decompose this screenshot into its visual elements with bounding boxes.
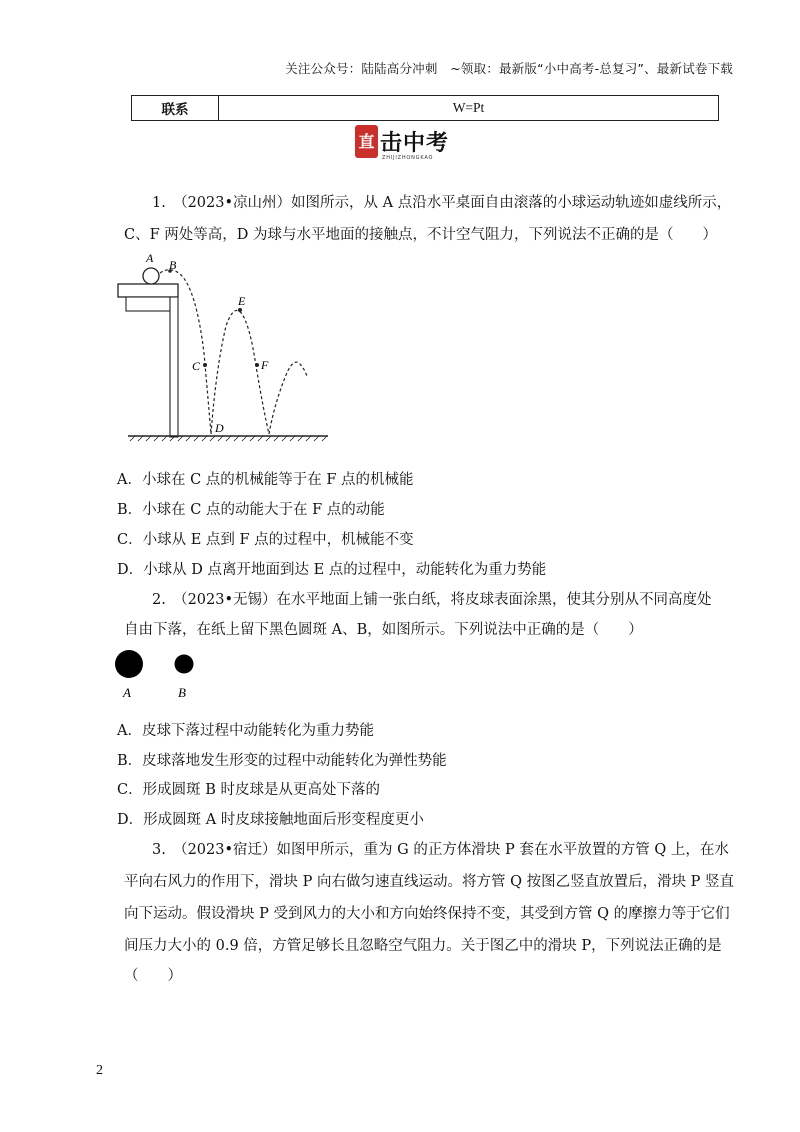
spot-b: [175, 655, 194, 674]
q1-option-c: C．小球从 E 点到 F 点的过程中，机械能不变: [117, 532, 414, 548]
brand-logo: [355, 123, 450, 165]
trajectory-bounce2: [269, 362, 307, 434]
q1-option-a: A．小球在 C 点的机械能等于在 F 点的机械能: [117, 472, 414, 488]
spot-a: [115, 650, 143, 678]
q2-stem-line2: 自由下落，在纸上留下黑色圆斑 A、B，如图所示。下列说法中正确的是（ ）: [124, 622, 643, 638]
q3-line5: （ ）: [124, 968, 182, 984]
label-d: D: [215, 421, 224, 435]
q2-option-d: D．形成圆斑 A 时皮球接触地面后形变程度更小: [117, 812, 424, 828]
q3-line3: 向下运动。假设滑块 P 受到风力的大小和方向始终保持不变，其受到方管 Q 的摩擦力等于它们: [124, 906, 730, 922]
q2-stem-line1: 2. （2023•无锡）在水平地面上铺一张白纸，将皮球表面涂黑，使其分别从不同高度处: [152, 592, 712, 608]
q3-line4: 间压力大小的 0.9 倍，方管足够长且忽略空气阻力。关于图乙中的滑块 P，下列说法正确的是: [124, 938, 722, 954]
ground-hatching: [130, 436, 327, 441]
table-leg: [170, 297, 178, 437]
label-b: B: [169, 258, 177, 272]
relation-table: [131, 95, 719, 121]
spot-a-label: A: [123, 685, 131, 700]
page-header: 关注公众号：陆陆高分冲刺 ~领取：最新版“小中高考-总复习”、最新试卷下载: [285, 61, 733, 76]
ball: [143, 268, 159, 284]
q2-option-a: A．皮球下落过程中动能转化为重力势能: [117, 723, 374, 739]
q2-option-c: C．形成圆斑 B 时皮球是从更高处下落的: [117, 782, 380, 798]
page-number: 2: [96, 1063, 103, 1078]
point-f: [255, 363, 259, 367]
relation-value: W=Pt: [219, 96, 719, 121]
q1-stem-line1: 1. （2023•凉山州）如图所示，从 A 点沿水平桌面自由滚落的小球运动轨迹如虚线所示，: [152, 195, 732, 211]
label-a: A: [146, 251, 154, 265]
q2-option-b: B．皮球落地发生形变的过程中动能转化为弹性势能: [117, 753, 447, 769]
label-f: F: [261, 358, 269, 372]
relation-key: 联系: [132, 96, 219, 121]
trajectory-bounce1: [211, 310, 269, 434]
point-e: [238, 308, 242, 312]
q1-stem-line2: C、F 两处等高，D 为球与水平地面的接触点，不计空气阻力，下列说法不正确的是（ ）: [124, 227, 717, 243]
spot-b-label: B: [178, 685, 186, 700]
q1-option-d: D．小球从 D 点离开地面到达 E 点的过程中，动能转化为重力势能: [117, 562, 547, 578]
logo-sub: ZHIJIZHONGKAO: [382, 155, 434, 161]
q3-line2: 平向右风力的作用下，滑块 P 向右做匀速直线运动。将方管 Q 按图乙竖直放置后，滑块 P 竖直: [124, 874, 735, 890]
point-c: [203, 363, 207, 367]
q1-option-b: B．小球在 C 点的动能大于在 F 点的动能: [117, 502, 385, 518]
label-c: C: [192, 359, 201, 373]
label-e: E: [238, 294, 246, 308]
table-drawer: [126, 297, 170, 311]
q2-spots-figure: [108, 645, 208, 703]
table-top: [118, 284, 178, 297]
q3-line1: 3. （2023•宿迁）如图甲所示，重为 G 的正方体滑块 P 套在水平放置的方管 Q 上，在水: [152, 842, 729, 858]
q1-trajectory-figure: [108, 248, 328, 443]
logo-mark: 直: [355, 125, 378, 158]
logo-name: 击中考: [380, 130, 450, 156]
